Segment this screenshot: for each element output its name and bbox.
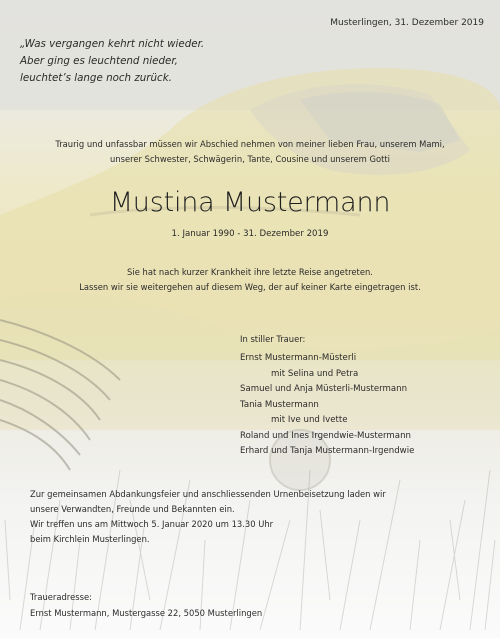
mourner-entry: Ernst Mustermann-Müsterli [240,353,357,363]
mourner-entry: mit Ive und Ivette [271,415,348,425]
mourner-entry: mit Selina und Petra [271,368,359,379]
mourning-address-label: Traueradresse: [30,592,92,602]
invitation-line: beim Kirchlein Musterlingen. [30,534,150,544]
funeral-invitation [30,487,386,547]
invitation-line: unsere Verwandten, Freunde und Bekannten ein. [30,504,235,514]
memorial-quote [20,36,204,87]
deceased-name: Mustina Mustermann [109,187,391,218]
deceased-lifespan: 1. Januar 1990 - 31. Dezember 2019 [171,229,329,239]
message-line: Lassen wir sie weitergehen auf diesem Weg, der auf keiner Karte eingetragen ist. [79,282,421,292]
mourners-heading: In stiller Trauer: [240,334,306,344]
intro-line: Traurig und unfassbar müssen wir Abschied nehmen von meiner lieben Frau, unserem Mami, [55,139,445,149]
intro-line: unserer Schwester, Schwägerin, Tante, Cousine und unserem Gotti [109,154,390,164]
mourner-entry: Roland und Ines Irgendwie-Mustermann [240,430,411,441]
mourners-list [240,351,414,460]
mourner-entry: Samuel und Anja Müsterli-Mustermann [240,384,408,394]
intro-text [0,137,500,167]
mourner-entry: Erhard und Tanja Mustermann-Irgendwie [240,446,415,456]
message-line: Sie hat nach kurzer Krankheit ihre letzte Reise angetreten. [127,267,373,277]
invitation-line: Wir treffen uns am Mittwoch 5. Januar 2020 um 13.30 Uhr [30,519,274,529]
farewell-message [0,265,500,295]
mourning-address: Ernst Mustermann, Mustergasse 22, 5050 Musterlingen [30,608,263,618]
quote-line: Aber ging es leuchtend nieder, [20,55,178,67]
date-and-place: Musterlingen, 31. Dezember 2019 [330,18,484,28]
quote-line: „Was vergangen kehrt nicht wieder. [20,38,205,50]
invitation-line: Zur gemeinsamen Abdankungsfeier und anschliessenden Urnenbeisetzung laden wir [30,489,386,499]
mourner-entry: Tania Mustermann [240,399,319,410]
quote-line: leuchtet’s lange noch zurück. [20,72,172,84]
